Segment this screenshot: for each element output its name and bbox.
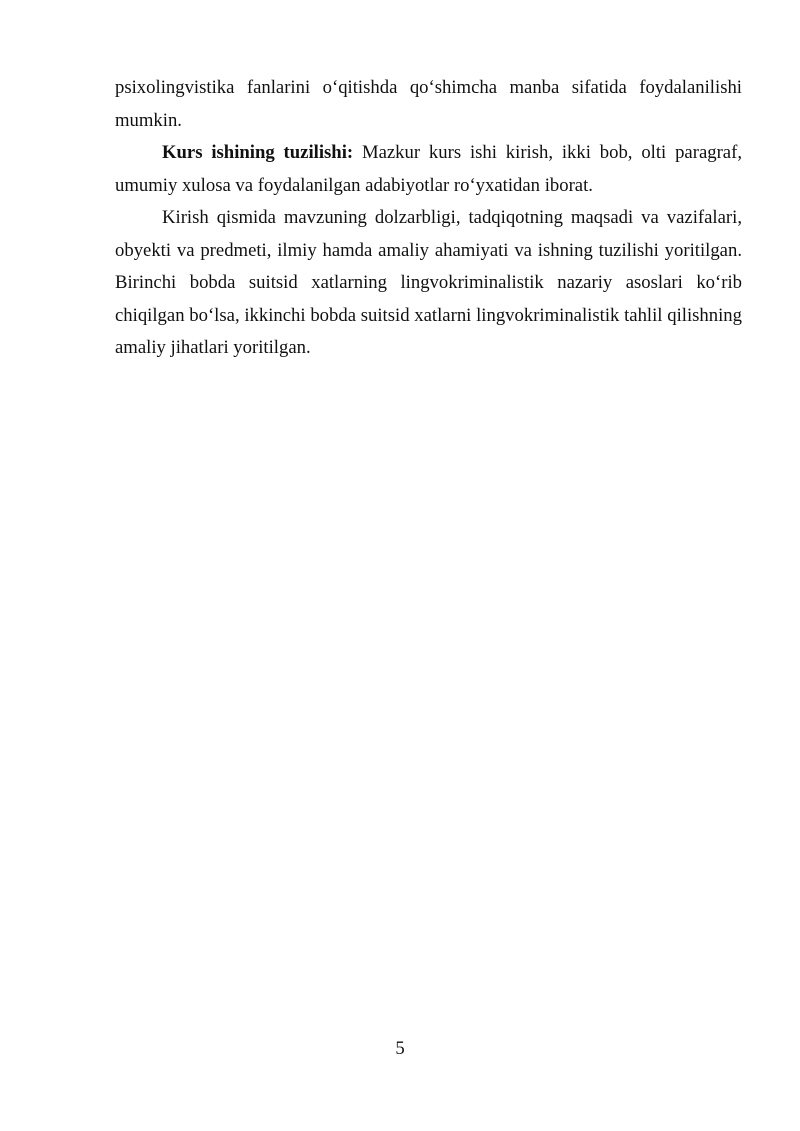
paragraph-continuation xyxy=(115,72,742,137)
paragraph-text: Mazkur kurs ishi kirish, ikki bob, olti paragraf, umumiy xulosa va foydalanilgan adabiyotlar ro‘yxatidan iborat. xyxy=(115,142,742,196)
paragraph-heading: Kurs ishining tuzilishi: xyxy=(162,142,354,163)
paragraph-structure xyxy=(115,137,742,202)
body-text xyxy=(115,72,742,365)
page-number: 5 xyxy=(395,1038,405,1059)
paragraph-introduction xyxy=(115,202,742,365)
paragraph-text: psixolingvistika fanlarini o‘qitishda qo‘shimcha manba sifatida foydalanilishi mumkin. xyxy=(115,77,742,131)
paragraph-text: Kirish qismida mavzuning dolzarbligi, tadqiqotning maqsadi va vazifalari, obyekti va predmeti, ilmiy hamda amaliy ahamiyati va ishning tuzilishi yoritilgan. Birinchi bobda suitsid xatlarning lingvokriminalistik nazariy asoslari ko‘rib chiqilgan bo‘lsa, ikkinchi bobda suitsid xatlarni lingvokriminalistik tahlil qilishning amaliy jihatlari yoritilgan. xyxy=(115,207,742,358)
